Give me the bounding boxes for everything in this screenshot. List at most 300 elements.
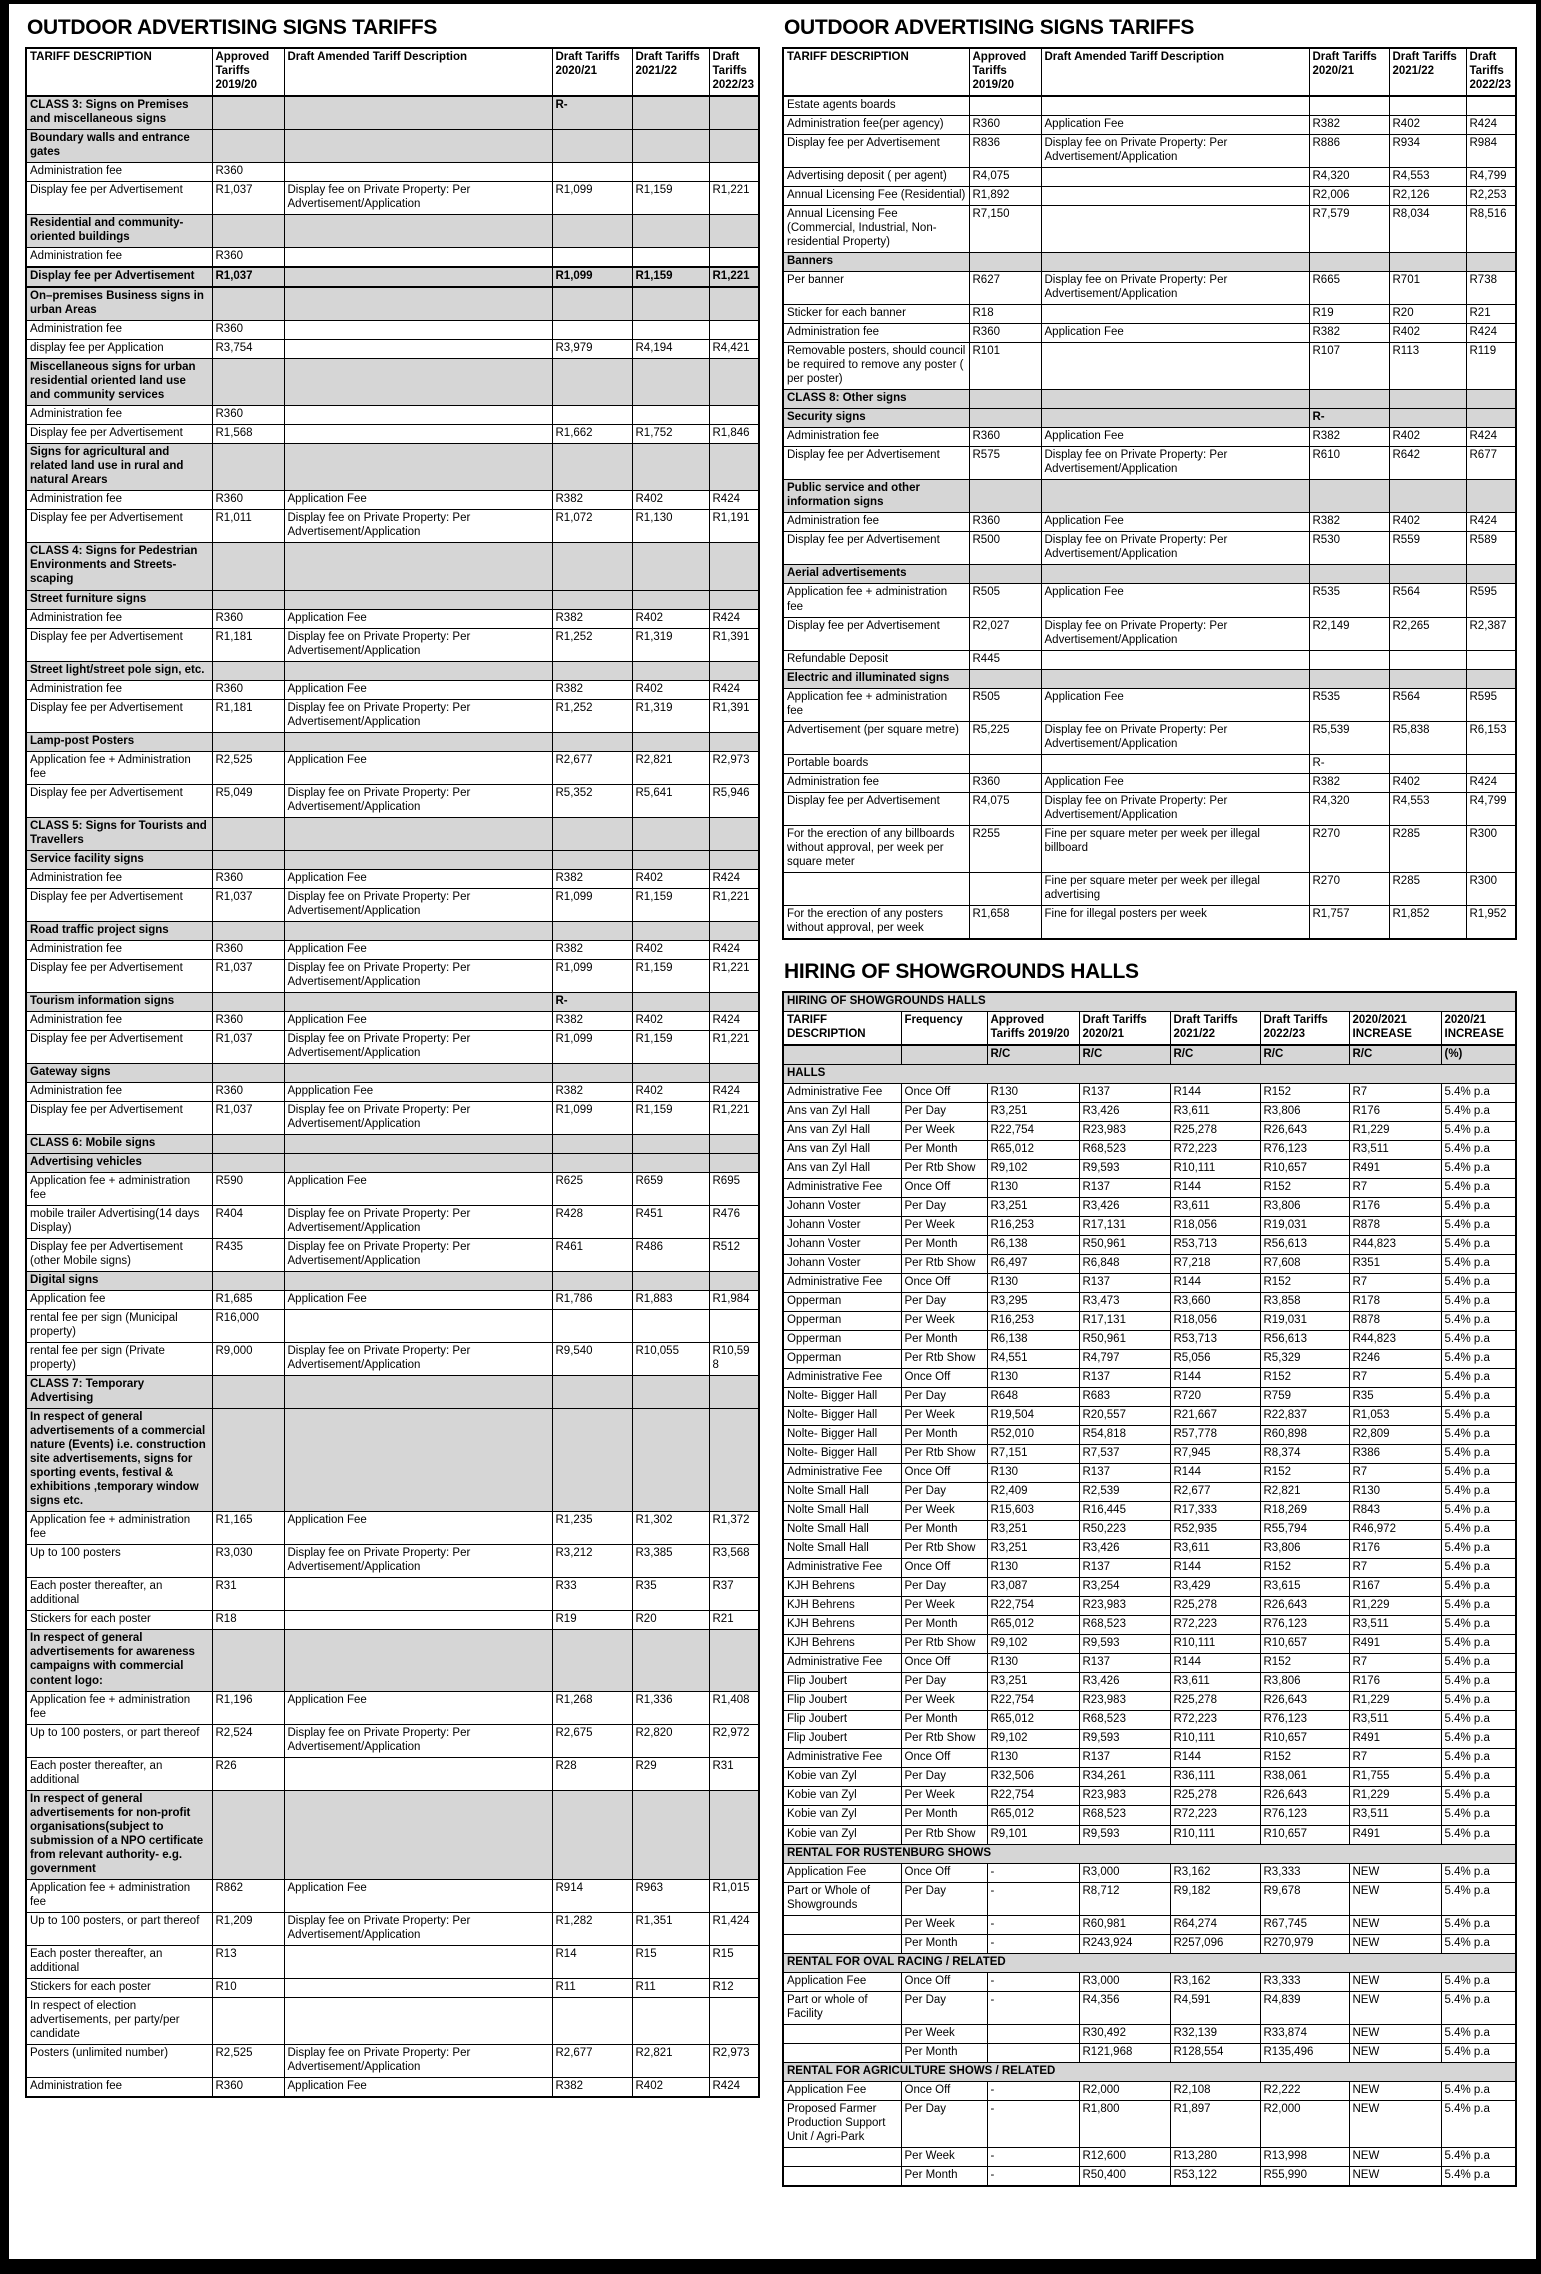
cell: - [987,1915,1079,1934]
cell: R491 [1349,1635,1441,1654]
cell: Display fee per Advertisement [783,532,969,565]
cell: R- [1309,409,1389,428]
cell: R1,984 [709,1291,759,1310]
cell: R424 [1466,428,1516,447]
table-row [783,390,1516,409]
cell: R130 [987,1274,1079,1293]
cell: Per Week [901,1217,987,1236]
table-header [783,992,1516,1065]
cell [284,425,552,444]
cell: R360 [212,406,284,425]
cell: R2,000 [1260,2100,1349,2147]
cell: Ans van Zyl Hall [783,1121,901,1140]
table-row [783,1972,1516,1991]
cell: Display fee per Advertisement [783,617,969,650]
cell: R68,523 [1079,1806,1170,1825]
cell: Estate agents boards [783,96,969,116]
table-row [783,1953,1516,1972]
cell: Display fee per Advertisement [26,182,212,215]
cell: R32,506 [987,1768,1079,1787]
cell [552,321,632,340]
table-row [783,1236,1516,1255]
cell: R13,280 [1170,2147,1260,2166]
cell: R26,643 [1260,1597,1349,1616]
cell: Display fee per Advertisement [783,792,969,825]
cell: NEW [1349,1915,1441,1934]
cell: R1,159 [632,182,709,215]
cell [632,1272,709,1291]
cell: R625 [552,1173,632,1206]
table-row [783,1369,1516,1388]
cell: Administration fee [26,406,212,425]
cell: R4,553 [1389,168,1466,187]
cell [212,992,284,1011]
cell: R382 [1309,428,1389,447]
cell [632,590,709,609]
cell [709,163,759,182]
cell: R4,553 [1389,792,1466,825]
cell: Display fee on Private Property: Per Advertisement/Application [1041,532,1309,565]
cell: RENTAL FOR AGRICULTURE SHOWS / RELATED [783,2062,1516,2081]
table-row [783,1312,1516,1331]
cell: R7 [1349,1178,1441,1197]
cell: Per Day [901,1293,987,1312]
cell: R44,823 [1349,1331,1441,1350]
cell: R3,254 [1079,1578,1170,1597]
cell: RENTAL FOR RUSTENBURG SHOWS [783,1844,1516,1863]
cell: R23,983 [1079,1597,1170,1616]
cell: Once Off [901,1863,987,1882]
cell: Display fee on Private Property: Per Advertisement/Application [1041,792,1309,825]
table-row [783,2024,1516,2043]
cell: Per Day [901,1882,987,1915]
cell [552,1310,632,1343]
cell: 5.4% p.a [1441,1934,1516,1953]
cell: R424 [1466,116,1516,135]
cell [709,1134,759,1153]
cell: R382 [552,869,632,888]
cell: R26,643 [1260,1121,1349,1140]
cell: R360 [212,1011,284,1030]
table-row [26,1173,759,1206]
cell [632,1376,709,1409]
cell: Nolte- Bigger Hall [783,1426,901,1445]
cell: 5.4% p.a [1441,1369,1516,1388]
cell: R10,657 [1260,1159,1349,1178]
cell [969,480,1041,513]
cell: R176 [1349,1540,1441,1559]
cell: R878 [1349,1217,1441,1236]
cell [552,732,632,751]
cell: Johann Voster [783,1197,901,1216]
cell: R564 [1389,584,1466,617]
cell: R2,973 [709,2044,759,2077]
table-row [26,340,759,359]
cell [632,817,709,850]
cell: CLASS 8: Other signs [783,390,969,409]
cell [709,992,759,1011]
cell: R32,139 [1170,2024,1260,2043]
cell: R402 [632,609,709,628]
cell: R3,511 [1349,1140,1441,1159]
cell: Application Fee [284,491,552,510]
cell: R18,056 [1170,1217,1260,1236]
cell: Per Month [901,2043,987,2062]
cell: Once Off [901,1178,987,1197]
cell: R137 [1079,1178,1170,1197]
table-row [26,1376,759,1409]
cell: Per Month [901,1616,987,1635]
cell: R4,797 [1079,1350,1170,1369]
cell [1466,409,1516,428]
cell: R20 [632,1611,709,1630]
cell: R6,138 [987,1236,1079,1255]
cell: R10,111 [1170,1159,1260,1178]
cell [783,2166,901,2186]
table-row [783,1521,1516,1540]
table-row [26,444,759,491]
cell [284,850,552,869]
cell: R424 [1466,773,1516,792]
cell: Posters (unlimited number) [26,2044,212,2077]
cell [783,1045,901,1065]
cell [212,1154,284,1173]
cell: R5,329 [1260,1350,1349,1369]
cell: Per Month [901,1140,987,1159]
table-row [26,510,759,543]
cell: R5,049 [212,784,284,817]
cell: R/C [1349,1045,1441,1065]
cell: rental fee per sign (Municipal property) [26,1310,212,1343]
cell [284,130,552,163]
cell: R10,111 [1170,1825,1260,1844]
cell [709,921,759,940]
cell: R15 [632,1945,709,1978]
table-row [26,267,759,287]
cell: R144 [1170,1654,1260,1673]
table-row [26,732,759,751]
cell: Flip Joubert [783,1730,901,1749]
table-row [783,1388,1516,1407]
cell: R1,952 [1466,905,1516,939]
cell: Per Week [901,1312,987,1331]
cell: Draft Tariffs 2020/21 [1079,1011,1170,1045]
cell: R2,027 [969,617,1041,650]
cell: R3,030 [212,1545,284,1578]
table-row [783,2147,1516,2166]
cell [632,850,709,869]
cell: R130 [987,1654,1079,1673]
cell: Draft Tariffs 2022/23 [709,48,759,96]
cell: TARIFF DESCRIPTION [783,48,969,96]
cell: R3,251 [987,1540,1079,1559]
cell: R3,806 [1260,1102,1349,1121]
cell [1389,650,1466,669]
cell: R1,221 [709,182,759,215]
table-header [26,48,759,96]
cell: R/C [987,1045,1079,1065]
cell: 5.4% p.a [1441,1083,1516,1102]
cell: Administrative Fee [783,1274,901,1293]
cell: Administrative Fee [783,1749,901,1768]
cell: R4,421 [709,340,759,359]
table-row [26,1206,759,1239]
cell [783,872,969,905]
cell [709,1409,759,1512]
table-row [783,688,1516,721]
table-row [783,754,1516,773]
cell: R22,754 [987,1121,1079,1140]
cell [1041,409,1309,428]
cell: mobile trailer Advertising(14 days Display) [26,1206,212,1239]
cell: Application Fee [284,1691,552,1724]
cell: R5,539 [1309,721,1389,754]
cell [212,444,284,491]
cell: R7 [1349,1274,1441,1293]
cell: R3,295 [987,1293,1079,1312]
cell [1389,390,1466,409]
cell: - [987,2100,1079,2147]
cell [632,130,709,163]
cell: Administration fee [783,773,969,792]
cell: R6,848 [1079,1255,1170,1274]
cell: R1,685 [212,1291,284,1310]
cell: R9,102 [987,1730,1079,1749]
cell: Digital signs [26,1272,212,1291]
table-row [783,1350,1516,1369]
cell: R424 [1466,513,1516,532]
cell: R3,162 [1170,1863,1260,1882]
cell [783,1934,901,1953]
cell: R144 [1170,1464,1260,1483]
cell: R1,181 [212,628,284,661]
cell: R10,111 [1170,1635,1260,1654]
cell [552,163,632,182]
cell: R1,053 [1349,1407,1441,1426]
cell: R1,099 [552,888,632,921]
cell: Display fee per Advertisement [26,267,212,287]
cell: Kobie van Zyl [783,1825,901,1844]
cell: R843 [1349,1502,1441,1521]
table-row [26,959,759,992]
table-row [26,182,759,215]
cell: R4,356 [1079,1991,1170,2024]
table-row [783,1255,1516,1274]
cell: R759 [1260,1388,1349,1407]
cell: R- [1309,754,1389,773]
cell: R1,229 [1349,1597,1441,1616]
cell: R17,333 [1170,1502,1260,1521]
cell [284,267,552,287]
cell: In respect of general advertisements for awareness campaigns with commercial content logo: [26,1630,212,1691]
cell: 5.4% p.a [1441,2081,1516,2100]
cell: R3,473 [1079,1293,1170,1312]
cell: R13,998 [1260,2147,1349,2166]
cell [284,359,552,406]
cell: R18,056 [1170,1312,1260,1331]
cell: R1,037 [212,267,284,287]
cell: Display fee per Advertisement [26,1101,212,1134]
cell: R10,657 [1260,1635,1349,1654]
cell: R25,278 [1170,1692,1260,1711]
cell: Application Fee [284,680,552,699]
cell: Per Week [901,2024,987,2043]
cell: R1,752 [632,425,709,444]
cell [969,669,1041,688]
cell: Ans van Zyl Hall [783,1159,901,1178]
cell: R530 [1309,532,1389,565]
cell: R360 [212,1082,284,1101]
cell [709,321,759,340]
cell [632,96,709,130]
cell: 5.4% p.a [1441,1991,1516,2024]
cell [212,817,284,850]
cell: R8,034 [1389,206,1466,253]
cell: Display fee per Advertisement [26,784,212,817]
cell: Application Fee [1041,513,1309,532]
cell [709,1310,759,1343]
cell: R46,972 [1349,1521,1441,1540]
cell: R22,837 [1260,1407,1349,1426]
table-row [26,1291,759,1310]
cell: Johann Voster [783,1217,901,1236]
cell: R- [552,992,632,1011]
cell: 5.4% p.a [1441,1236,1516,1255]
cell: R2,972 [709,1724,759,1757]
cell: R15 [709,1945,759,1978]
cell: R19 [1309,305,1389,324]
cell: R720 [1170,1388,1260,1407]
cell: R878 [1349,1312,1441,1331]
cell: R137 [1079,1274,1170,1293]
cell [632,1409,709,1512]
cell [284,1134,552,1153]
cell [709,1790,759,1879]
cell: Draft Amended Tariff Description [284,48,552,96]
cell: R1,755 [1349,1768,1441,1787]
cell: Flip Joubert [783,1711,901,1730]
cell: Removable posters, should council be required to remove any poster ( per poster) [783,343,969,390]
cell: R382 [1309,324,1389,343]
cell: Annual Licensing Fee (Commercial, Industrial, Non-residential Property) [783,206,969,253]
cell: R144 [1170,1749,1260,1768]
cell [632,1063,709,1082]
cell [969,409,1041,428]
cell [1466,480,1516,513]
cell: R31 [212,1578,284,1611]
cell: R34,261 [1079,1768,1170,1787]
cell: Johann Voster [783,1236,901,1255]
cell: R595 [1466,584,1516,617]
cell: R486 [632,1239,709,1272]
cell: Street furniture signs [26,590,212,609]
cell: R3,806 [1260,1673,1349,1692]
cell: 5.4% p.a [1441,1972,1516,1991]
cell: R1,099 [552,1030,632,1063]
cell: R1,037 [212,1101,284,1134]
table-row [783,1915,1516,1934]
table-row [783,1692,1516,1711]
cell: TARIFF DESCRIPTION [26,48,212,96]
table-row [26,1691,759,1724]
cell [284,817,552,850]
table-row [783,96,1516,116]
cell: Administration fee [783,428,969,447]
cell: R1,037 [212,959,284,992]
cell [1466,96,1516,116]
cell: Aerial advertisements [783,565,969,584]
cell: Administrative Fee [783,1559,901,1578]
cell: R2,973 [709,751,759,784]
cell: R10,598 [709,1343,759,1376]
cell: R382 [552,2077,632,2097]
cell: R1,235 [552,1512,632,1545]
cell: HALLS [783,1064,1516,1083]
cell: R176 [1349,1673,1441,1692]
cell: 5.4% p.a [1441,1806,1516,1825]
table-row [26,888,759,921]
cell: R60,898 [1260,1426,1349,1445]
cell [1041,343,1309,390]
cell: 5.4% p.a [1441,1559,1516,1578]
cell: R3,333 [1260,1972,1349,1991]
cell: R445 [969,650,1041,669]
table-row [783,1578,1516,1597]
cell: R1,252 [552,628,632,661]
cell: For the erection of any posters without approval, per week [783,905,969,939]
cell: Administrative Fee [783,1178,901,1197]
cell: R2,006 [1309,187,1389,206]
cell: R3,611 [1170,1673,1260,1692]
cell: 5.4% p.a [1441,1502,1516,1521]
cell: Application fee + Administration fee [26,751,212,784]
cell: Proposed Farmer Production Support Unit / Agri-Park [783,2100,901,2147]
cell [709,96,759,130]
cell: R2,525 [212,2044,284,2077]
table-row [783,1616,1516,1635]
cell: R152 [1260,1654,1349,1673]
cell [632,1997,709,2044]
cell: R137 [1079,1083,1170,1102]
cell: Nolte Small Hall [783,1540,901,1559]
cell [284,321,552,340]
cell: R4,591 [1170,1991,1260,2024]
cell [212,1630,284,1691]
cell: 5.4% p.a [1441,1768,1516,1787]
cell: R22,754 [987,1692,1079,1711]
cell: R402 [1389,324,1466,343]
cell [632,215,709,248]
cell: R6,138 [987,1331,1079,1350]
cell: R360 [212,609,284,628]
cell: R55,794 [1260,1521,1349,1540]
cell [709,359,759,406]
cell: R2,821 [1260,1483,1349,1502]
cell: R2,809 [1349,1426,1441,1445]
cell: Per Month [901,1331,987,1350]
cell [212,1409,284,1512]
cell: R2,108 [1170,2081,1260,2100]
cell: Kobie van Zyl [783,1806,901,1825]
cell: R152 [1260,1464,1349,1483]
cell [632,406,709,425]
cell: R648 [987,1388,1079,1407]
cell: R360 [212,248,284,268]
cell: R1,229 [1349,1787,1441,1806]
table-row [783,1159,1516,1178]
table-row [26,1945,759,1978]
table-row [783,1787,1516,1806]
